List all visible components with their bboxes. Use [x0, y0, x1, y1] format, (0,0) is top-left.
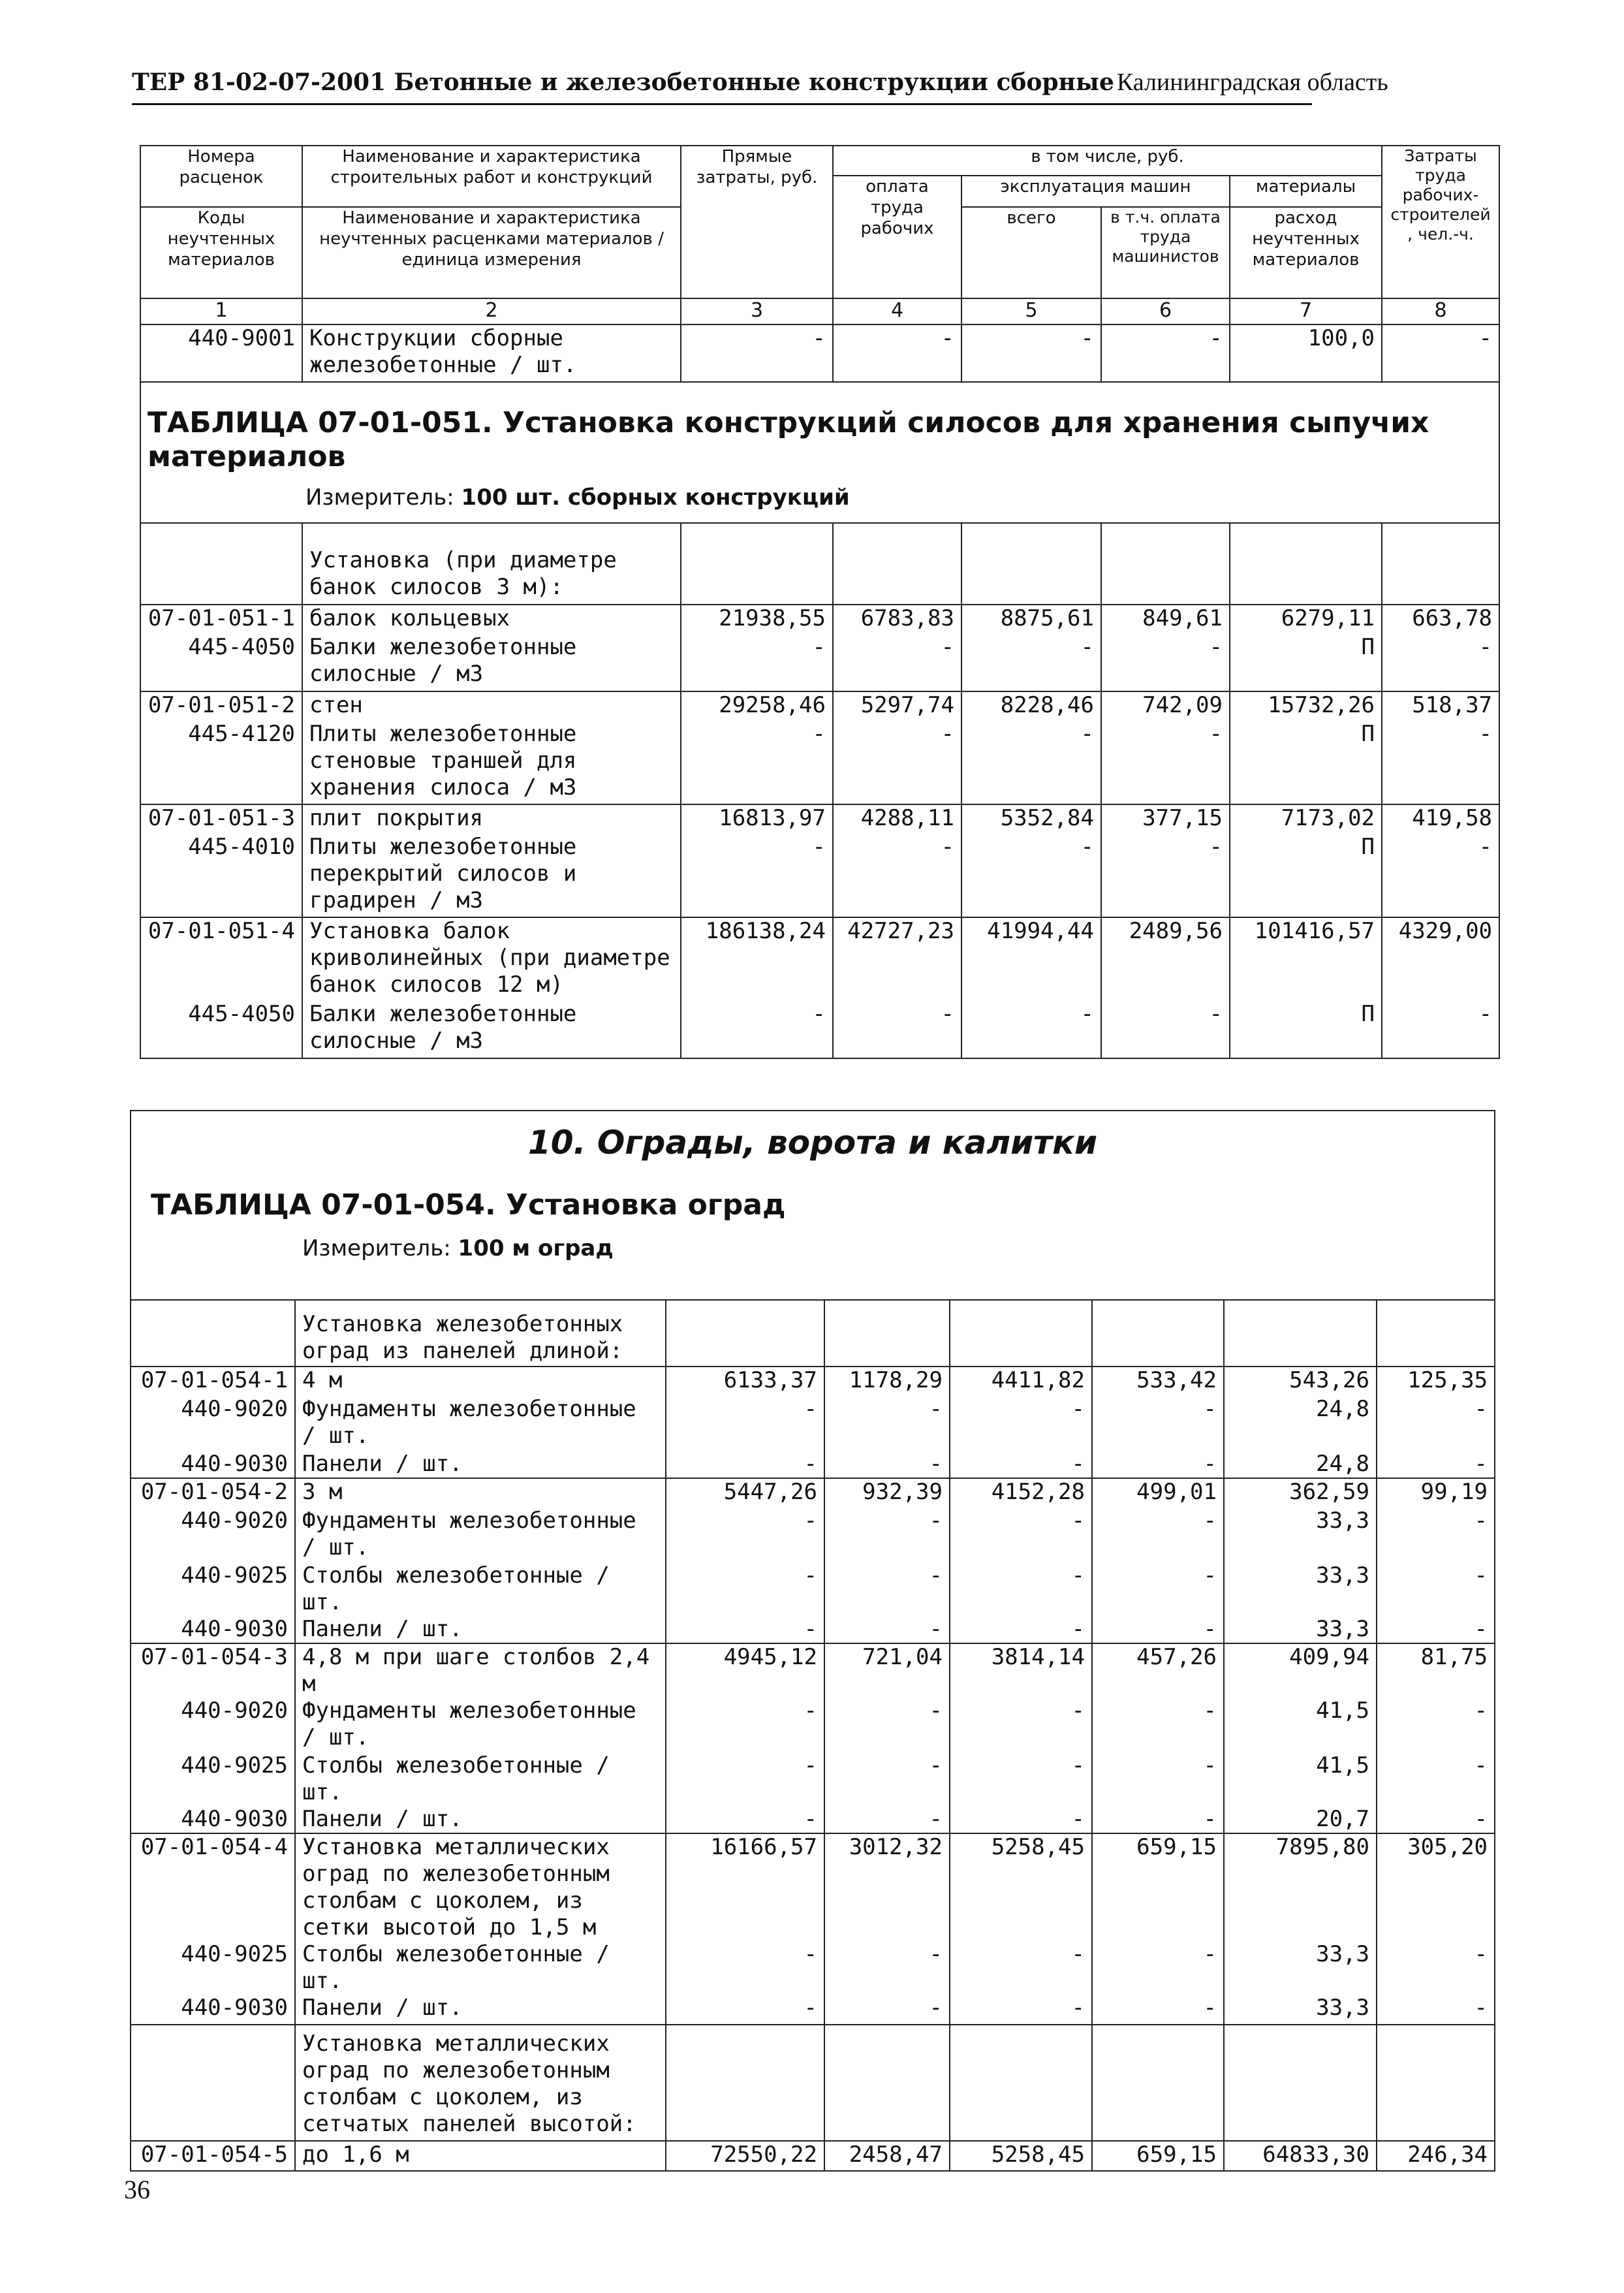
worker-pay: -: [833, 1001, 961, 1058]
worker-pay: 2458,47: [824, 2141, 950, 2171]
labor-hours: 125,35: [1377, 1367, 1495, 1396]
meter-label: Измеритель:: [302, 1235, 451, 1261]
direct-cost: 5447,26: [666, 1478, 824, 1508]
column-number: 7: [1230, 298, 1382, 324]
labor-hours: -: [1377, 1941, 1495, 1995]
rate-name: 4,8 м при шаге столбов 2,4 м: [295, 1643, 666, 1698]
machines-total: -: [950, 1941, 1092, 1995]
rate-code: 445-4120: [140, 721, 302, 804]
rate-code: 07-01-054-3: [131, 1643, 295, 1698]
header-material-usage: расход неучтенных материалов: [1230, 207, 1382, 298]
direct-cost: -: [666, 1941, 824, 1995]
machines-total: -: [950, 1995, 1092, 2025]
direct-cost: 16813,97: [681, 804, 833, 834]
worker-pay: -: [824, 1396, 950, 1451]
header-rate-numbers: Номера расценок: [140, 146, 302, 207]
labor-hours: -: [1382, 721, 1499, 804]
labor-hours: -: [1382, 834, 1499, 917]
table-meter: [131, 1222, 1494, 1261]
table-row: [140, 834, 1499, 917]
direct-cost: -: [681, 834, 833, 917]
rate-name: Столбы железобетонные / шт.: [295, 1562, 666, 1616]
table-row: [140, 1001, 1499, 1058]
materials-value: 33,3: [1224, 1508, 1377, 1562]
machines-total: -: [950, 1616, 1092, 1643]
header-material-names: Наименование и характеристика неучтенных расценками материалов / единица измерения: [302, 207, 681, 298]
table-row: [131, 1562, 1495, 1616]
machines-total: -: [961, 634, 1101, 691]
worker-pay: -: [824, 1508, 950, 1562]
machines-total: -: [950, 1451, 1092, 1478]
rate-name: Плиты железобетонные перекрытий силосов и градирен / м3: [302, 834, 681, 917]
rate-name: плит покрытия: [302, 804, 681, 834]
machines-total: 8228,46: [961, 691, 1101, 721]
machines-total: -: [950, 1752, 1092, 1806]
rate-name: 4 м: [295, 1367, 666, 1396]
labor-hours: -: [1377, 1995, 1495, 2025]
worker-pay: -: [824, 1941, 950, 1995]
operator-pay: -: [1101, 721, 1230, 804]
rate-code: 440-9030: [131, 1995, 295, 2025]
worker-pay: -: [833, 721, 961, 804]
table-row: [131, 1508, 1495, 1562]
worker-pay: 42727,23: [833, 917, 961, 1001]
rate-code: 440-9020: [131, 1508, 295, 1562]
column-number: 3: [681, 298, 833, 324]
worker-pay: -: [824, 1451, 950, 1478]
table-caption: ТАБЛИЦА 07-01-054. Установка оград: [151, 1188, 786, 1222]
materials-value: 24,8: [1224, 1396, 1377, 1451]
labor-hours: -: [1377, 1698, 1495, 1752]
table-row: [140, 605, 1499, 634]
worker-pay: 932,39: [824, 1478, 950, 1508]
labor-hours: 246,34: [1377, 2141, 1495, 2171]
labor-hours: -: [1377, 1616, 1495, 1643]
rate-code: 445-4010: [140, 834, 302, 917]
labor-hours: -: [1377, 1451, 1495, 1478]
direct-cost: -: [681, 1001, 833, 1058]
operator-pay: -: [1092, 1508, 1224, 1562]
rate-code: 07-01-054-4: [131, 1833, 295, 1941]
header-material-codes: Коды неучтенных материалов: [140, 207, 302, 298]
rate-name: Плиты железобетонные стеновые траншей для хранения силоса / м3: [302, 721, 681, 804]
rate-name: стен: [302, 691, 681, 721]
rate-name: Балки железобетонные силосные / м3: [302, 634, 681, 691]
page-header: [132, 68, 1388, 105]
operator-pay: -: [1092, 1698, 1224, 1752]
rate-code: 07-01-051-4: [140, 917, 302, 1001]
worker-pay: -: [824, 1752, 950, 1806]
machines-total: 4152,28: [950, 1478, 1092, 1508]
operator-pay: 457,26: [1092, 1643, 1224, 1698]
region-label: Калининградская область: [1116, 69, 1388, 96]
direct-cost: -: [666, 1752, 824, 1806]
section-heading: 10. Ограды, ворота и калитки: [527, 1124, 1098, 1162]
machines-total: -: [950, 1698, 1092, 1752]
direct-cost: -: [666, 1995, 824, 2025]
materials-value: 101416,57: [1230, 917, 1382, 1001]
machines-total: 5258,45: [950, 2141, 1092, 2171]
materials-value: 362,59: [1224, 1478, 1377, 1508]
direct-cost: -: [666, 1396, 824, 1451]
table-row: [131, 2141, 1495, 2171]
worker-pay: -: [824, 1698, 950, 1752]
rate-code: 07-01-054-2: [131, 1478, 295, 1508]
machines-total: -: [961, 324, 1101, 382]
direct-cost: 4945,12: [666, 1643, 824, 1698]
table-row: [131, 1643, 1495, 1698]
rate-code: 440-9025: [131, 1562, 295, 1616]
labor-hours: 419,58: [1382, 804, 1499, 834]
materials-value: 24,8: [1224, 1451, 1377, 1478]
machines-total: 8875,61: [961, 605, 1101, 634]
machines-total: 3814,14: [950, 1643, 1092, 1698]
header-labor-costs: Затраты труда рабочих-строителей, чел.-ч.: [1382, 146, 1499, 298]
column-number: 4: [833, 298, 961, 324]
labor-hours: -: [1377, 1806, 1495, 1833]
table-row: [131, 1752, 1495, 1806]
operator-pay: -: [1092, 1752, 1224, 1806]
worker-pay: -: [824, 1616, 950, 1643]
direct-cost: -: [666, 1806, 824, 1833]
operator-pay: -: [1101, 634, 1230, 691]
rate-name: Панели / шт.: [295, 1451, 666, 1478]
operator-pay: -: [1101, 1001, 1230, 1058]
rate-name: Фундаменты железобетонные / шт.: [295, 1508, 666, 1562]
rate-code: 440-9030: [131, 1806, 295, 1833]
table-row: [131, 1367, 1495, 1396]
materials-value: 7895,80: [1224, 1833, 1377, 1941]
direct-cost: -: [666, 1451, 824, 1478]
table-row: [131, 2025, 1495, 2141]
materials-value: 100,0: [1230, 324, 1382, 382]
table-row: [140, 691, 1499, 721]
table-caption: ТАБЛИЦА 07-01-051. Установка конструкций силосов для хранения сыпучих материалов: [148, 406, 1429, 473]
operator-pay: 849,61: [1101, 605, 1230, 634]
column-number: 6: [1101, 298, 1230, 324]
worker-pay: 4288,11: [833, 804, 961, 834]
meter-value: 100 м оград: [458, 1235, 614, 1261]
header-worker-pay: оплата труда рабочих: [833, 176, 961, 298]
rate-name: Балки железобетонные силосные / м3: [302, 1001, 681, 1058]
intro-text: Установка (при диаметре банок силосов 3 м):: [302, 523, 681, 605]
operator-pay: -: [1092, 1995, 1224, 2025]
labor-hours: -: [1377, 1396, 1495, 1451]
rate-code: 440-9020: [131, 1396, 295, 1451]
header-direct-costs: Прямые затраты, руб.: [681, 146, 833, 298]
rate-name: Конструкции сборные железобетонные / шт.: [302, 324, 681, 382]
worker-pay: -: [833, 634, 961, 691]
rate-code: 440-9025: [131, 1941, 295, 1995]
materials-value: 6279,11: [1230, 605, 1382, 634]
operator-pay: -: [1092, 1562, 1224, 1616]
table-row: [140, 804, 1499, 834]
materials-value: П: [1230, 834, 1382, 917]
labor-hours: -: [1377, 1752, 1495, 1806]
column-number: 2: [302, 298, 681, 324]
machines-total: -: [950, 1508, 1092, 1562]
table-row: [131, 1833, 1495, 1941]
operator-pay: -: [1101, 834, 1230, 917]
direct-cost: -: [666, 1562, 824, 1616]
operator-pay: -: [1101, 324, 1230, 382]
table-row: [131, 1941, 1495, 1995]
table-row: [131, 1995, 1495, 2025]
rate-code: 440-9020: [131, 1698, 295, 1752]
machines-total: -: [961, 1001, 1101, 1058]
table-row: [131, 1478, 1495, 1508]
machines-total: 41994,44: [961, 917, 1101, 1001]
direct-cost: 29258,46: [681, 691, 833, 721]
rate-name: Панели / шт.: [295, 1806, 666, 1833]
table-row: [140, 721, 1499, 804]
table-row: [140, 917, 1499, 1001]
direct-cost: -: [681, 634, 833, 691]
machines-total: 5258,45: [950, 1833, 1092, 1941]
table-row: [131, 1451, 1495, 1478]
direct-cost: -: [681, 324, 833, 382]
rate-code: 07-01-051-1: [140, 605, 302, 634]
table-row: [131, 1806, 1495, 1833]
operator-pay: -: [1092, 1451, 1224, 1478]
direct-cost: -: [666, 1508, 824, 1562]
rate-code: 07-01-051-2: [140, 691, 302, 721]
rate-code: 07-01-054-5: [131, 2141, 295, 2171]
materials-value: 33,3: [1224, 1562, 1377, 1616]
machines-total: -: [950, 1396, 1092, 1451]
labor-hours: -: [1377, 1508, 1495, 1562]
materials-value: 33,3: [1224, 1995, 1377, 2025]
labor-hours: 99,19: [1377, 1478, 1495, 1508]
header-work-name: Наименование и характеристика строительных работ и конструкций: [302, 146, 681, 207]
materials-value: П: [1230, 721, 1382, 804]
labor-hours: 663,78: [1382, 605, 1499, 634]
operator-pay: 659,15: [1092, 1833, 1224, 1941]
materials-value: П: [1230, 634, 1382, 691]
rate-name: до 1,6 м: [295, 2141, 666, 2171]
labor-hours: -: [1382, 634, 1499, 691]
materials-value: П: [1230, 1001, 1382, 1058]
labor-hours: -: [1382, 1001, 1499, 1058]
worker-pay: -: [824, 1995, 950, 2025]
operator-pay: 499,01: [1092, 1478, 1224, 1508]
materials-value: 41,5: [1224, 1752, 1377, 1806]
direct-cost: -: [681, 721, 833, 804]
rate-code: 440-9025: [131, 1752, 295, 1806]
materials-value: 543,26: [1224, 1367, 1377, 1396]
table-row: [131, 1396, 1495, 1451]
rate-code: 445-4050: [140, 1001, 302, 1058]
table-caption-block: [140, 382, 1499, 523]
machines-total: 5352,84: [961, 804, 1101, 834]
operator-pay: 533,42: [1092, 1367, 1224, 1396]
table-row: [131, 1698, 1495, 1752]
rate-name: Панели / шт.: [295, 1616, 666, 1643]
table-meter: [141, 474, 1499, 511]
rate-name: 3 м: [295, 1478, 666, 1508]
rate-name: Фундаменты железобетонные / шт.: [295, 1698, 666, 1752]
section-block: [131, 1111, 1495, 1300]
labor-hours: 305,20: [1377, 1833, 1495, 1941]
materials-value: 7173,02: [1230, 804, 1382, 834]
header-including: в том числе, руб.: [833, 146, 1382, 176]
labor-hours: 81,75: [1377, 1643, 1495, 1698]
rate-code: 440-9030: [131, 1451, 295, 1478]
direct-cost: 186138,24: [681, 917, 833, 1001]
intro-text: Установка металлических оград по железобетонным столбам с цоколем, из сетчатых панелей высотой:: [295, 2025, 666, 2141]
rate-name: Фундаменты железобетонные / шт.: [295, 1396, 666, 1451]
intro-text: Установка железобетонных оград из панелей длиной:: [295, 1300, 666, 1367]
operator-pay: 742,09: [1101, 691, 1230, 721]
rate-code: 445-4050: [140, 634, 302, 691]
materials-value: 33,3: [1224, 1941, 1377, 1995]
worker-pay: -: [824, 1562, 950, 1616]
rate-name: Установка балок криволинейных (при диаметре банок силосов 12 м): [302, 917, 681, 1001]
table-row: [140, 634, 1499, 691]
document-title: ТЕР 81-02-07-2001 Бетонные и железобетонные конструкции сборные: [132, 69, 1114, 96]
direct-cost: 21938,55: [681, 605, 833, 634]
worker-pay: 1178,29: [824, 1367, 950, 1396]
machines-total: -: [961, 721, 1101, 804]
rate-name: Установка металлических оград по железобетонным столбам с цоколем, из сетки высотой до 1,5 м: [295, 1833, 666, 1941]
labor-hours: -: [1382, 324, 1499, 382]
header-machines: эксплуатация машин: [961, 176, 1230, 207]
operator-pay: 659,15: [1092, 2141, 1224, 2171]
materials-value: 64833,30: [1224, 2141, 1377, 2171]
page-number: 36: [124, 2175, 150, 2204]
operator-pay: -: [1092, 1941, 1224, 1995]
rate-code: 07-01-054-1: [131, 1367, 295, 1396]
worker-pay: 3012,32: [824, 1833, 950, 1941]
materials-value: 15732,26: [1230, 691, 1382, 721]
operator-pay: -: [1092, 1616, 1224, 1643]
rate-code: 07-01-051-3: [140, 804, 302, 834]
direct-cost: -: [666, 1698, 824, 1752]
meter-value: 100 шт. сборных конструкций: [461, 484, 850, 511]
machines-total: -: [950, 1806, 1092, 1833]
column-number: 1: [140, 298, 302, 324]
direct-cost: 6133,37: [666, 1367, 824, 1396]
header-machines-total: всего: [961, 207, 1101, 298]
operator-pay: -: [1092, 1396, 1224, 1451]
rate-name: балок кольцевых: [302, 605, 681, 634]
materials-value: 20,7: [1224, 1806, 1377, 1833]
operator-pay: 2489,56: [1101, 917, 1230, 1001]
column-number: 8: [1382, 298, 1499, 324]
materials-value: 33,3: [1224, 1616, 1377, 1643]
worker-pay: -: [824, 1806, 950, 1833]
rate-name: Столбы железобетонные / шт.: [295, 1752, 666, 1806]
meter-label: Измеритель:: [305, 484, 454, 511]
worker-pay: -: [833, 834, 961, 917]
worker-pay: 721,04: [824, 1643, 950, 1698]
labor-hours: 4329,00: [1382, 917, 1499, 1001]
labor-hours: -: [1377, 1562, 1495, 1616]
rate-name: Панели / шт.: [295, 1995, 666, 2025]
machines-total: 4411,82: [950, 1367, 1092, 1396]
rates-table-silos: [140, 145, 1500, 1059]
operator-pay: 377,15: [1101, 804, 1230, 834]
materials-value: 409,94: [1224, 1643, 1377, 1698]
direct-cost: 72550,22: [666, 2141, 824, 2171]
direct-cost: 16166,57: [666, 1833, 824, 1941]
direct-cost: -: [666, 1616, 824, 1643]
machines-total: -: [961, 834, 1101, 917]
column-number: 5: [961, 298, 1101, 324]
header-materials: материалы: [1230, 176, 1382, 207]
materials-value: 41,5: [1224, 1698, 1377, 1752]
rates-table-fences: [130, 1110, 1495, 2172]
rate-code: 440-9001: [140, 324, 302, 382]
rate-name: Столбы железобетонные / шт.: [295, 1941, 666, 1995]
worker-pay: -: [833, 324, 961, 382]
rate-code: 440-9030: [131, 1616, 295, 1643]
machines-total: -: [950, 1562, 1092, 1616]
worker-pay: 5297,74: [833, 691, 961, 721]
worker-pay: 6783,83: [833, 605, 961, 634]
table-row: [131, 1616, 1495, 1643]
labor-hours: 518,37: [1382, 691, 1499, 721]
operator-pay: -: [1092, 1806, 1224, 1833]
header-operator-pay: в т.ч. оплата труда машинистов: [1101, 207, 1230, 298]
